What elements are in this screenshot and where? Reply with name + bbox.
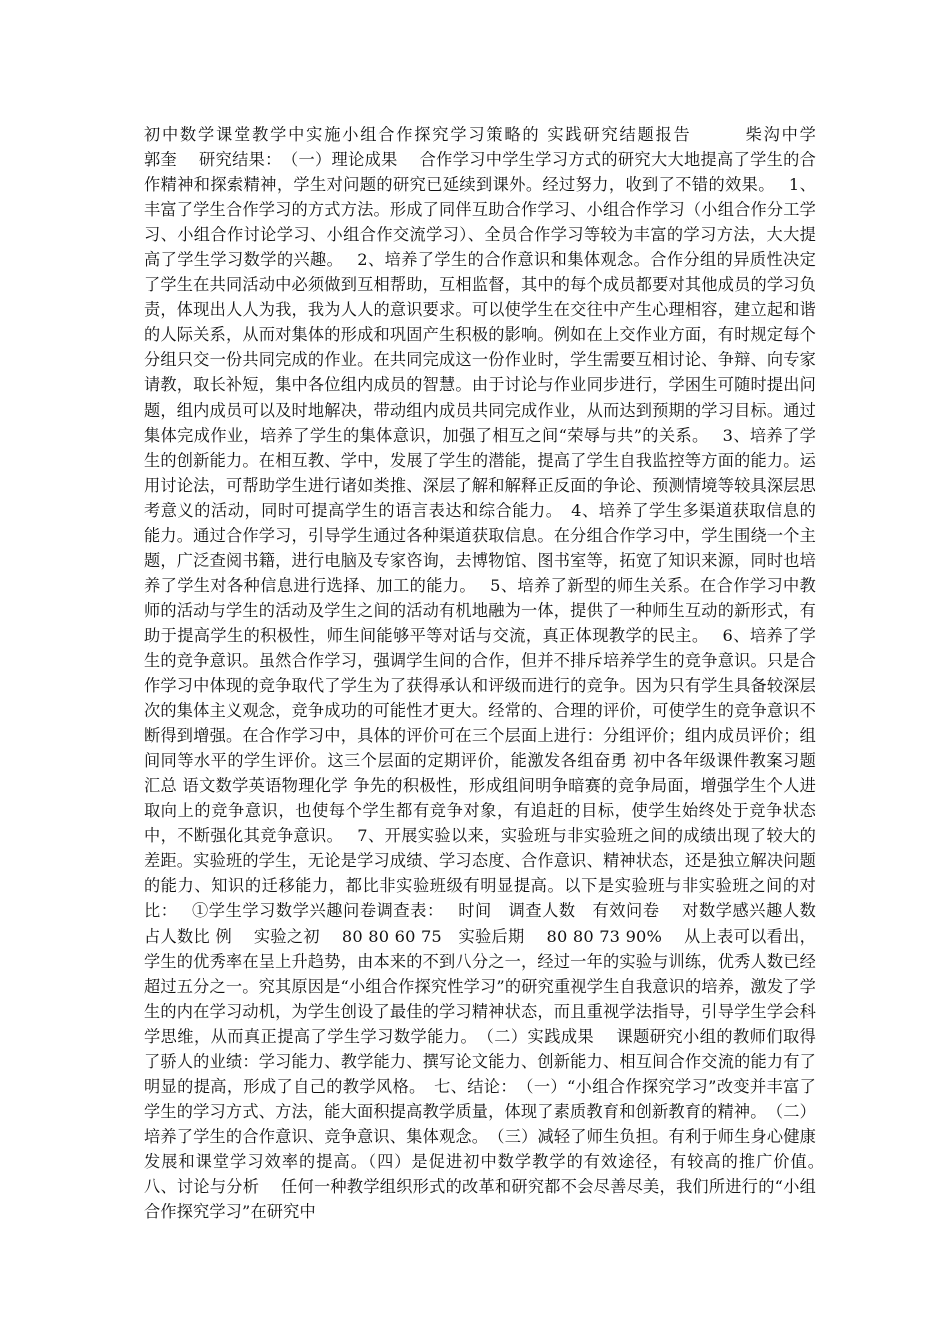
document-body-text: 初中数学课堂教学中实施小组合作探究学习策略的 实践研究结题报告 柴沟中学 郭奎 研究结果： （一）理论成果 合作学习中学生学习方式的研究大大地提高了学生的合作精神和探索精神，学生对问题的研究已延续到课外。经过努力，收到了不错的效果。 1、丰富了学生合作学习的方式方法。形成了同伴互助合作学习、小组合作学习（小组合作分工学习、小组合作讨论学习、小组合作交流学习）、全员合作学习等较为丰富的学习方法，大大提高了学生学习数学的兴趣。 2、培养了学生的合作意识和集体观念。合作分组的异质性决定了学生在共同活动中必须做到互相帮助，互相监督，其中的每个成员都要对其他成员的学习负责，体现出人人为我，我为人人的意识要求。可以使学生在交往中产生心理相容，建立起和谐的人际关系，从而对集体的形成和巩固产生积极的影响。例如在上交作业方面，有时规定每个分组只交一份共同完成的作业。在共同完成这一份作业时，学生需要互相讨论、争辩、向专家请教，取长补短，集中各位组内成员的智慧。由于讨论与作业同步进行，学困生可随时提出问题，组内成员可以及时地解决，带动组内成员共同完成作业，从而达到预期的学习目标。通过集体完成作业，培养了学生的集体意识，加强了相互之间“荣辱与共”的关系。 3、培养了学生的创新能力。在相互教、学中，发展了学生的潜能，提高了学生自我监控等方面的能力。运用讨论法，可帮助学生进行诸如类推、深层了解和解释正反面的争论、预测情境等较具深层思考意义的活动，同时可提高学生的语言表达和综合能力。 4、培养了学生多渠道获取信息的能力。通过合作学习，引导学生通过各种渠道获取信息。在分组合作学习中，学生围绕一个主题，广泛查阅书籍，进行电脑及专家咨询，去博物馆、图书室等，拓宽了知识来源，同时也培养了学生对各种信息进行选择、加工的能力。 5、培养了新型的师生关系。在合作学习中教师的活动与学生的活动及学生之间的活动有机地融为一体，提供了一种师生互动的新形式，有助于提高学生的积极性，师生间能够平等对话与交流，真正体现教学的民主。 6、培养了学生的竞争意识。虽然合作学习，强调学生间的合作，但并不排斥培养学生的竞争意识。只是合作学习中体现的竞争取代了学生为了获得承认和评级而进行的竞争。因为只有学生具备较深层次的集体主义观念，竞争成功的可能性才更大。经常的、合理的评价，可使学生的竞争意识不断得到增强。在合作学习中，具体的评价可在三个层面上进行：分组评价；组内成员评价；组间同等水平的学生评价。这三个层面的定期评价，能激发各组奋勇 初中各年级课件教案习题汇总 语文数学英语物理化学 争先的积极性，形成组间明争暗赛的竞争局面，增强学生个人进取向上的竞争意识，也使每个学生都有竞争对象，有追赶的目标，使学生始终处于竞争状态中，不断强化其竞争意识。 7、开展实验以来，实验班与非实验班之间的成绩出现了较大的差距。实验班的学生，无论是学习成绩、学习态度、合作意识、精神状态，还是独立解决问题的能力、知识的迁移能力，都比非实验班级有明显提高。以下是实验班与非实验班之间的对比： ①学生学习数学兴趣问卷调查表： 时间 调查人数 有效问卷 对数学感兴趣人数 占人数比 例 实验之初 80 80 60 75 实验后期 80 80 73 90% 从上表可以看出，学生的优秀率在呈上升趋势，由本来的不到八分之一，经过一年的实验与训练，优秀人数已经超过五分之一。究其原因是“小组合作探究性学习”的研究重视学生自我意识的培养，激发了学生的内在学习动机，为学生创设了最佳的学习精神状态，而且重视学法指导，引导学生学会科学思维，从而真正提高了学生学习数学能力。 （二）实践成果 课题研究小组的教师们取得了骄人的业绩：学习能力、教学能力、撰写论文能力、创新能力、相互间合作交流的能力有了明显的提高，形成了自己的教学风格。 七、结论： （一）“小组合作探究学习”改变并丰富了学生的学习方式、方法，能大面积提高教学质量，体现了素质教育和创新教育的精神。 （二）培养了学生的合作意识、竞争意识、集体观念。 （三）减轻了师生负担。有利于师生身心健康发展和课堂学习效率的提高。（四）是促进初中数学教学的有效途径，有较高的推广价值。 八、讨论与分析 任何一种教学组织形式的改革和研究都不会尽善尽美，我们所进行的“小组合作探究学习”在研究中 — [144, 125, 866, 1222]
